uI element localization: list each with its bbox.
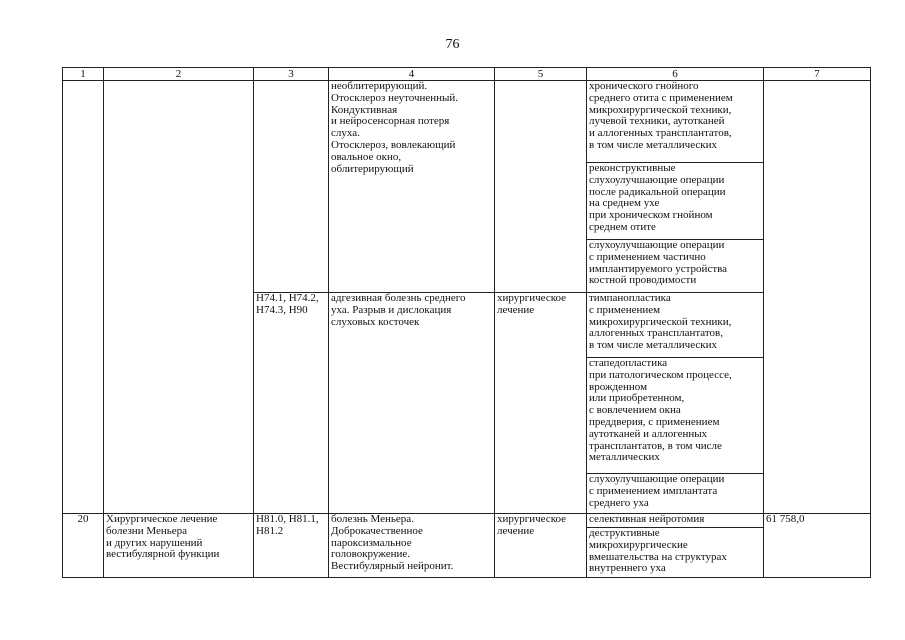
column-header: 4 <box>329 68 495 81</box>
icd-code-cell <box>254 81 329 293</box>
care-type-cell: Хирургическое лечение болезни Меньера и других нарушений вестибулярной функции <box>104 514 254 578</box>
column-header-row <box>63 68 871 81</box>
treatment-method-cell: хронического гнойного среднего отита с применением микрохирургической техники, лучевой техники, аутотканей и аллогенных трансплантатов, в том числе металлических <box>587 81 764 163</box>
treatment-method-cell: селективная нейротомия <box>587 514 764 528</box>
medical-care-table <box>62 67 871 578</box>
treatment-method-cell: слухоулучшающие операции с применением частично имплантируемого устройства костной проводимости <box>587 240 764 293</box>
treatment-type-cell: хирургическое лечение <box>495 514 587 578</box>
treatment-method-cell: деструктивные микрохирургические вмешательства на структурах внутреннего уха <box>587 528 764 578</box>
column-header: 1 <box>63 68 104 81</box>
cost-cell <box>764 81 871 514</box>
column-header: 2 <box>104 68 254 81</box>
column-header: 6 <box>587 68 764 81</box>
treatment-method-cell: реконструктивные слухоулучшающие операции после радикальной операции на среднем ухе при хроническом гнойном среднем отите <box>587 163 764 240</box>
treatment-method-cell: стапедопластика при патологическом процессе, врожденном или приобретенном, с вовлечением окна преддверия, с применением аутотканей и аллогенных трансплантатов, в том числе металлических <box>587 358 764 474</box>
care-type-cell <box>104 81 254 514</box>
treatment-method-cell: слухоулучшающие операции с применением имплантата среднего уха <box>587 474 764 514</box>
row-number-cell: 20 <box>63 514 104 578</box>
treatment-type-cell: хирургическое лечение <box>495 293 587 514</box>
page-number: 76 <box>445 37 460 52</box>
patient-model-cell: необлитерирующий. Отосклероз неуточненный. Кондуктивная и нейросенсорная потеря слуха. Отосклероз, вовлекающий овальное окно, облитерирующий <box>329 81 495 293</box>
column-header: 7 <box>764 68 871 81</box>
icd-code-cell: H74.1, H74.2, H74.3, H90 <box>254 293 329 514</box>
patient-model-cell: адгезивная болезнь среднего уха. Разрыв и дислокация слуховых косточек <box>329 293 495 514</box>
patient-model-cell: болезнь Меньера. Доброкачественное пароксизмальное головокружение. Вестибулярный нейронит. <box>329 514 495 578</box>
table-row <box>63 514 871 528</box>
treatment-type-cell <box>495 81 587 293</box>
treatment-method-cell: тимпанопластика с применением микрохирургической техники, аллогенных трансплантатов, в том числе металлических <box>587 293 764 358</box>
row-number-cell <box>63 81 104 514</box>
cost-cell: 61 758,0 <box>764 514 871 578</box>
column-header: 3 <box>254 68 329 81</box>
table-row <box>63 81 871 163</box>
icd-code-cell: H81.0, H81.1, H81.2 <box>254 514 329 578</box>
column-header: 5 <box>495 68 587 81</box>
